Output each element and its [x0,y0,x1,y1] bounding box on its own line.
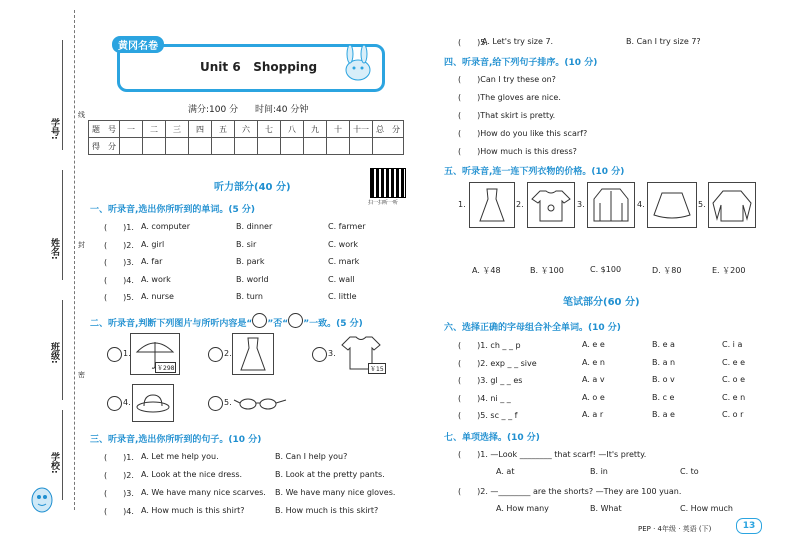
s7-question: ( )2. —________ are the shorts? —They are 100 yuan. [458,487,682,496]
section-2-title-part-c: ”一致。(5 分) [303,319,363,329]
s6-item: ( )5. sc _ _ f [458,411,518,420]
s1-item-num: ( )2. [104,240,134,250]
s7-option-b: B. What [590,504,622,513]
side-label-xuexiao: 学校: [49,452,59,474]
s3-option-a: A. How much is this shirt? [141,506,245,515]
s6-item: ( )2. exp _ _ sive [458,358,537,368]
s4-sentence: ( )The gloves are nice. [458,93,561,102]
s4-sentence: ( )How much is this dress? [458,147,577,156]
score-table-header-row [89,121,404,138]
s3-item-num: ( )3. [104,489,134,498]
s6-option-c: C. o e [722,375,746,384]
umbrella-picture [130,333,180,375]
s1-option-b: B. dinner [236,222,273,231]
dress-box [469,182,515,228]
pic-label-1: 1. [123,349,131,358]
s6-option-c: C. e n [722,392,746,402]
s6-item: ( )4. ni _ _ [458,393,511,403]
score-header-cell: 十 [327,121,350,138]
s3-item-5-num: ( )5. [458,38,488,47]
brand-badge: 黄冈名卷 [112,36,164,53]
s6-option-b: B. a e [652,410,675,419]
s6-option-a: A. e e [582,340,605,349]
price-tag-3: ￥15 [368,363,386,374]
skirt-icon [648,183,696,227]
s3-option-a: A. We have many nice scarves. [141,488,266,497]
mascot-icon [22,478,62,520]
full-score: 满分:100 分 [188,105,239,115]
pic-label-5: 5. [224,398,232,407]
s3-option-b: B. How much is this skirt? [275,506,379,515]
section-7-title: 七、单项选择。(10 分) [444,433,540,443]
skirt-box [647,182,697,228]
s1-item-num: ( )5. [104,293,134,302]
score-cell[interactable] [143,138,166,155]
price-option: D. ￥80 [652,266,682,275]
dress-icon-2 [470,183,514,227]
qr-code[interactable] [370,168,406,198]
s1-item-num: ( )4. [104,275,134,285]
s3-item-5-b: B. Can I try size 7? [626,37,701,46]
s3-option-b: B. We have many nice gloves. [275,488,396,497]
score-cell[interactable] [258,138,281,155]
answer-face-2[interactable] [208,347,223,362]
s1-item-num: ( )1. [104,223,134,232]
s6-option-b: B. e a [652,340,675,349]
price-option: B. ￥100 [530,266,564,275]
footer-text: PEP · 4年级 · 英语 (下) [638,525,712,533]
section-5-title: 五、听录音,连一连下列衣物的价格。(10 分) [444,167,625,177]
s6-option-b: B. o v [652,375,675,384]
answer-face-5[interactable] [208,396,223,411]
side-line-banji [62,300,63,400]
hat-picture [132,384,174,422]
section-6-title: 六、选择正确的字母组合补全单词。(10 分) [444,323,621,333]
s7-option-a: A. How many [496,504,549,513]
s1-option-c: C. farmer [328,222,366,231]
score-header-cell: 五 [212,121,235,138]
answer-face-1[interactable] [107,347,122,362]
s7-option-c: C. to [680,467,699,476]
s1-option-a: A. computer [141,222,190,231]
clothes-label-4: 4. [637,200,645,209]
s4-sentence: ( )That skirt is pretty. [458,111,556,120]
s6-option-a: A. e n [582,357,605,367]
score-table-score-row [89,138,404,155]
s1-option-b: B. sir [236,239,257,249]
s1-option-b: B. park [236,257,265,266]
sunglasses-picture [232,394,288,416]
s1-item-num: ( )3. [104,258,134,267]
dress-picture [232,333,274,375]
s1-option-a: A. nurse [141,292,174,301]
s7-option-a: A. at [496,467,515,476]
score-header-cell: 一 [120,121,143,138]
score-header-cell: 二 [143,121,166,138]
clothes-label-1: 1. [458,200,466,209]
side-label-xuehao: 学号: [49,118,59,140]
s1-option-c: C. mark [328,257,360,266]
side-mark-mi: 密 [78,371,85,379]
s3-option-b: B. Can I help you? [275,452,348,461]
side-mark-feng: 封 [78,241,85,249]
s1-option-a: A. girl [141,239,165,249]
answer-face-4[interactable] [107,396,122,411]
pic-label-4: 4. [123,398,131,407]
s1-option-a: A. far [141,257,163,266]
s6-option-c: C. i a [722,340,743,349]
page-number: 13 [736,518,762,534]
side-line-xingming [62,170,63,280]
qr-caption: 扫一扫听一听 [368,200,399,206]
score-header-cell: 三 [166,121,189,138]
score-header-cell: 总 分 [373,121,404,138]
score-cell[interactable] [281,138,304,155]
s1-option-c: C. wall [328,274,355,284]
score-cell[interactable] [373,138,404,155]
s6-option-a: A. a r [582,410,604,419]
s3-option-b: B. Look at the pretty pants. [275,470,385,479]
price-tag-1: ￥298 [155,362,176,373]
score-header-cell: 四 [189,121,212,138]
side-line-xuehao [62,40,63,150]
side-mark-xian: 线 [78,111,85,119]
score-cell[interactable] [235,138,258,155]
s6-option-c: C. e e [722,357,746,367]
s3-item-5-a: A. Let's try size 7. [482,37,554,46]
pic-label-3: 3. [328,349,336,358]
score-table [88,120,404,155]
price-option: A. ￥48 [472,266,501,275]
score-cell[interactable] [120,138,143,155]
score-cell[interactable] [327,138,350,155]
s7-question: ( )1. —Look ________ that scarf! —It's pretty. [458,450,647,459]
section-2-title-part-b: ”否“ [267,319,289,329]
score-header-cell: 题 号 [89,121,120,138]
jacket-box [587,182,635,228]
hat-icon [133,385,173,421]
s4-sentence: ( )Can I try these on? [458,75,556,84]
listening-title: 听力部分(40 分) [214,182,291,193]
score-cell[interactable] [212,138,235,155]
clothes-label-5: 5. [698,200,706,209]
s6-option-a: A. a v [582,375,605,384]
s4-sentence: ( )How do you like this scarf? [458,129,588,138]
pic-label-2: 2. [224,349,232,358]
jacket-icon [588,183,634,227]
unit-title: Unit 6 Shopping [200,60,318,74]
score-cell[interactable] [189,138,212,155]
rabbit-icon [336,44,380,86]
section-1-title: 一、听录音,选出你所听到的单词。(5 分) [90,205,256,215]
s3-item-num: ( )1. [104,453,134,462]
answer-face-3[interactable] [312,347,327,362]
s7-option-b: B. in [590,467,608,476]
section-2-title-part-a: 二、听录音,判断下列图片与所听内容是“ [90,319,253,329]
score-cell[interactable] [166,138,189,155]
clothes-label-2: 2. [516,200,524,209]
s6-option-c: C. o r [722,410,744,419]
score-header-cell: 九 [304,121,327,138]
s6-option-b: B. a n [652,357,676,367]
section-2-title [90,311,363,329]
flower-t-shirt-icon [528,183,574,227]
sweater-icon [709,183,755,227]
score-row-label: 得 分 [89,138,120,155]
s6-option-b: B. c e [652,392,675,402]
s6-item: ( )3. gl _ _ es [458,376,523,385]
s7-option-c: C. How much [680,504,733,513]
price-option: E. ￥200 [712,266,746,275]
price-option: C. $100 [590,265,622,274]
dress-icon [233,334,273,374]
s1-option-c: C. work [328,239,359,249]
score-header-cell: 八 [281,121,304,138]
side-label-banji: 班级: [49,342,59,364]
written-title: 笔试部分(60 分) [563,297,640,308]
sunglasses-icon [232,394,288,414]
shirt-picture [338,333,384,373]
score-cell[interactable] [304,138,327,155]
sweater-box [708,182,756,228]
s1-option-b: B. turn [236,292,263,301]
side-label-xingming: 姓名: [49,238,59,260]
s3-item-num: ( )4. [104,507,134,516]
tshirt-box [527,182,575,228]
side-line-xuexiao [62,410,63,500]
section-3-title: 三、听录音,选出你所听到的句子。(10 分) [90,435,262,445]
s3-option-a: A. Look at the nice dress. [141,470,243,479]
s6-option-a: A. o e [582,392,605,402]
s1-option-a: A. work [141,274,171,284]
sad-face-icon [288,313,303,328]
time-limit: 时间:40 分钟 [255,105,309,115]
binding-dashed-line [74,10,75,510]
s6-item: ( )1. ch _ _ p [458,341,521,350]
score-header-cell: 六 [235,121,258,138]
s3-item-num: ( )2. [104,471,134,480]
clothes-label-3: 3. [577,200,585,209]
score-header-cell: 十一 [350,121,373,138]
score-cell[interactable] [350,138,373,155]
score-header-cell: 七 [258,121,281,138]
s1-option-c: C. little [328,292,357,301]
s3-option-a: A. Let me help you. [141,452,219,461]
smile-face-icon [252,313,267,328]
s1-option-b: B. world [236,274,269,284]
section-4-title: 四、听录音,给下列句子排序。(10 分) [444,58,598,68]
